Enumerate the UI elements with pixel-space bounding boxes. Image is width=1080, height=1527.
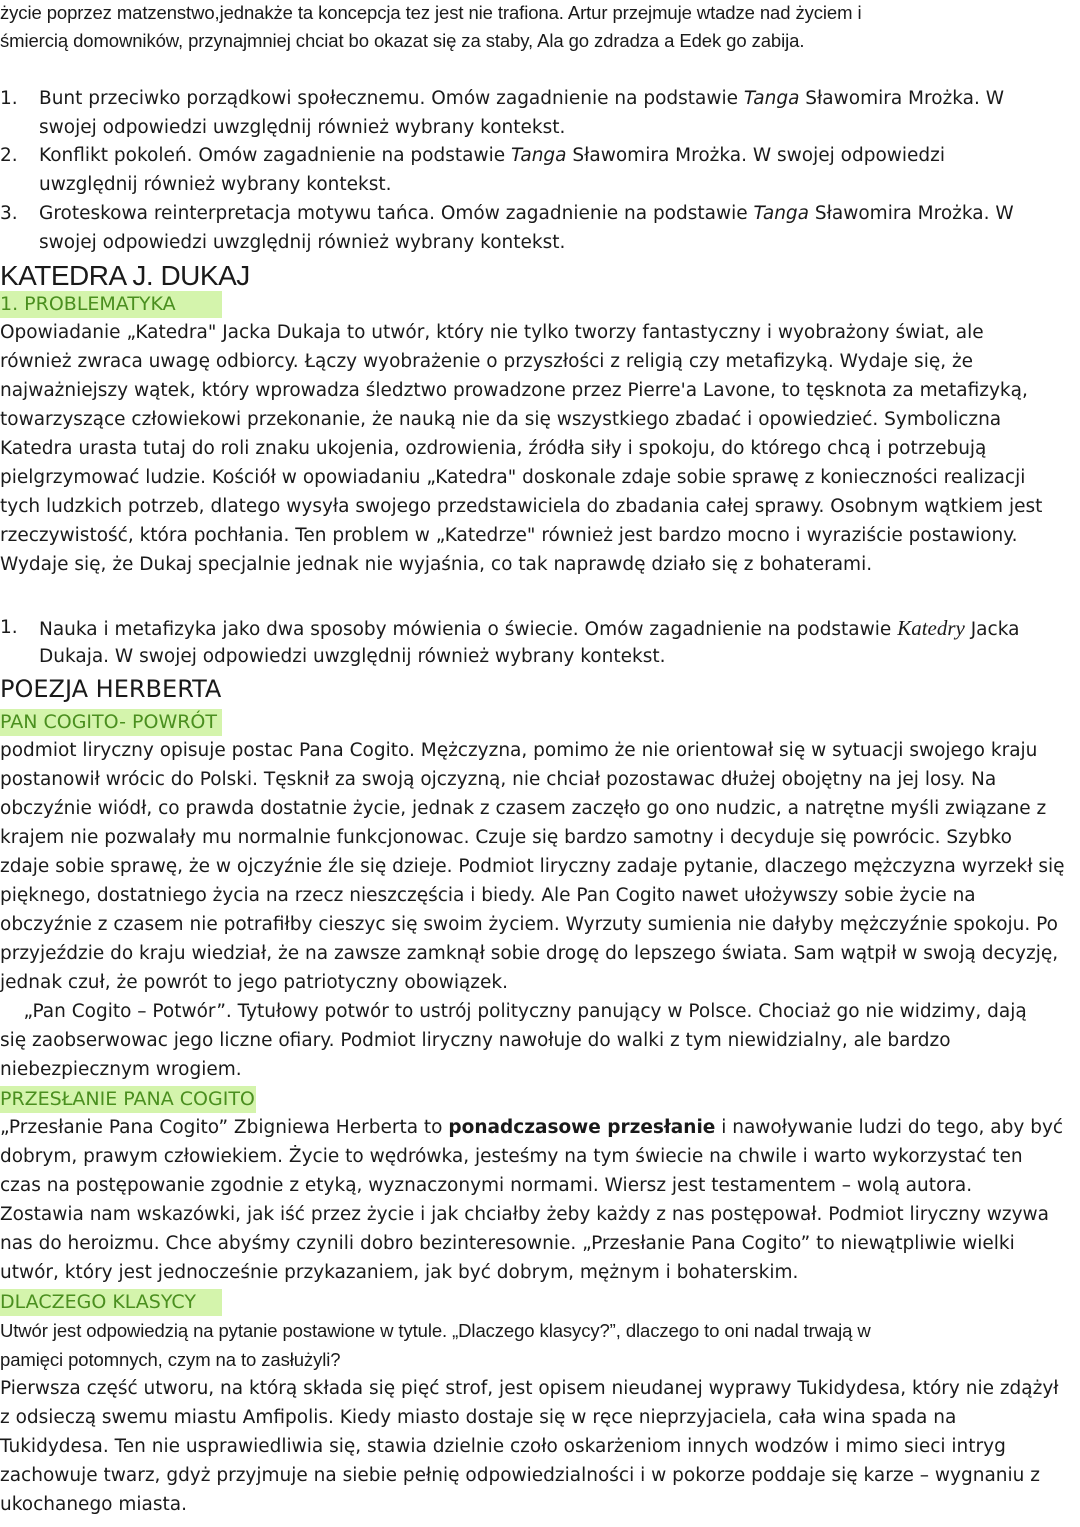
list-number: 1. (0, 88, 18, 109)
list-item-continuation: Dukaja. W swojej odpowiedzi uwzględnij również wybrany kontekst. (39, 646, 666, 667)
paragraph-line: zachowuje twarz, gdyż przyjmuje na siebie pełnię odpowiedzialności i w pokorze poddaje się karze – wygnaniu z (0, 1465, 1040, 1486)
list-number: 2. (0, 145, 18, 166)
paragraph-line: jednak czuł, że powrót to jego patriotyczny obowiązek. (0, 972, 508, 993)
highlighted-subheading: DLACZEGO KLASYCY (0, 1289, 222, 1316)
list-number: 3. (0, 203, 18, 224)
paragraph-line: Opowiadanie „Katedra" Jacka Dukaja to utwór, który nie tylko tworzy fantastyczny i wyobrażony świat, ale (0, 322, 984, 343)
paragraph-line: krajem nie pozwalały mu normalnie funkcjonowac. Czuje się bardzo samotny i decyduje się powrócic. Szybko (0, 827, 1012, 848)
paragraph-line: ukochanego miasta. (0, 1494, 187, 1515)
paragraph-line: Utwór jest odpowiedzią na pytanie postawione w tytule. „Dlaczego klasycy?”, dlaczego to oni nadal trwają w (0, 1320, 871, 1341)
paragraph-line: Wydaje się, że Dukaj specjalnie jednak nie wyjaśnia, co tak naprawdę działo się z bohaterami. (0, 554, 873, 575)
list-item: Groteskowa reinterpretacja motywu tańca. Omów zagadnienie na podstawie Tanga Sławomira Mrożka. W (39, 203, 1014, 224)
list-item-continuation: swojej odpowiedzi uwzględnij również wybrany kontekst. (39, 117, 566, 138)
paragraph-line: towarzyszące człowiekowi przekonanie, że nauką nie da się wszystkiego zbadać i opowiedzieć. Symboliczna (0, 409, 1002, 430)
paragraph-line: utwór, który jest jednocześnie przykazaniem, jak być dobrym, mężnym i bohaterskim. (0, 1262, 799, 1283)
paragraph-line: pielgrzymować ludzie. Kościół w opowiadaniu „Katedra" doskonale zdaje sobie sprawę z konieczności realizacji (0, 467, 1026, 488)
paragraph-line: Katedra urasta tutaj do roli znaku ukojenia, ozdrowienia, źródła siły i spokoju, do którego chcą i potrzebują (0, 438, 987, 459)
paragraph-line: najważniejszy wątek, który wprowadza śledztwo prowadzone przez Pierre'a Lavone, to tęsknota za metafizyką, (0, 380, 1028, 401)
highlighted-subheading: PRZESŁANIE PANA COGITO (0, 1086, 256, 1113)
paragraph-line: obczyźnie wiódł, co prawda dostatnie życie, jednak z czasem zaczęło go ono nudzic, a natrętne myśli związane z (0, 798, 1047, 819)
list-item: Nauka i metafizyka jako dwa sposoby mówienia o świecie. Omów zagadnienie na podstawie Katedry Jacka (39, 616, 1020, 640)
list-item-continuation: swojej odpowiedzi uwzględnij również wybrany kontekst. (39, 232, 566, 253)
paragraph-line: rzeczywistość, która pochłania. Ten problem w „Katedrze" również jest bardzo mocno i wyraziście postawiony. (0, 525, 1018, 546)
paragraph-line: „Przesłanie Pana Cogito” Zbigniewa Herberta to ponadczasowe przesłanie i nawoływanie ludzi do tego, aby być (0, 1117, 1064, 1138)
paragraph-line: postanowił wrócic do Polski. Tęsknił za swoją ojczyzną, nie chciał pozostawac dłużej obojętny na jej losy. Na (0, 769, 997, 790)
highlighted-subheading: 1. PROBLEMATYKA (0, 291, 222, 318)
paragraph-line: przyjeździe do kraju wiedział, że na zawsze zamknął sobie drogę do lepszego świata. Sam wątpił w swoją decyzję, (0, 943, 1059, 964)
paragraph-line: Zostawia nam wskazówki, jak iść przez życie i jak chciałby żeby każdy z nas postępował. Podmiot liryczny wzywa (0, 1204, 1049, 1225)
list-number: 1. (0, 617, 18, 638)
paragraph-line: nas do heroizmu. Chce abyśmy czynili dobro bezinteresownie. „Przesłanie Pana Cogito” to niewątpliwie wielki (0, 1233, 1015, 1254)
intro-line: śmiercią domowników, przynajmniej chciat bo okazat się za staby, Ala go zdradza a Edek go zabija. (0, 30, 805, 51)
list-item: Bunt przeciwko porządkowi społecznemu. Omów zagadnienie na podstawie Tanga Sławomira Mrożka. W (39, 88, 1005, 109)
list-item: Konflikt pokoleń. Omów zagadnienie na podstawie Tanga Sławomira Mrożka. W swojej odpowiedzi (39, 145, 946, 166)
paragraph-line: Pierwsza część utworu, na którą składa się pięć strof, jest opisem nieudanej wyprawy Tukidydesa, który nie zdążył (0, 1378, 1059, 1399)
paragraph-line: niebezpiecznym wrogiem. (0, 1059, 242, 1080)
paragraph-line: pięknego, dostatniego życia na rzecz nieszczęścia i biedy. Ale Pan Cogito nawet ułożywszy sobie życie na (0, 885, 976, 906)
paragraph-line: się zaobserwowac jego liczne ofiary. Podmiot liryczny nawołuje do walki z tym niewidzialny, ale bardzo (0, 1030, 951, 1051)
paragraph-line: z odsieczą swemu miastu Amfipolis. Kiedy miasto dostaje się w ręce nieprzyjaciela, cała wina spada na (0, 1407, 957, 1428)
section-heading-herbert: POEZJA HERBERTA (0, 675, 222, 703)
highlighted-subheading: PAN COGITO- POWRÓT (0, 709, 222, 736)
section-heading-katedra: KATEDRA J. DUKAJ (0, 260, 250, 291)
paragraph-line: Tukidydesa. Ten nie usprawiedliwia się, stawia dzielnie czoło oskarżeniom innych wodzów i mimo sieci intryg (0, 1436, 1006, 1457)
paragraph-line: zdaje sobie sprawę, że w ojczyźnie źle się dzieje. Podmiot liryczny zadaje pytanie, dlaczego mężczyzna wyrzekł się (0, 856, 1065, 877)
paragraph-line: pamięci potomnych, czym na to zasłużyli? (0, 1349, 341, 1370)
paragraph-line: tych ludzkich potrzeb, dlatego wysyła swojego przedstawiciela do zbadania całej sprawy. Osobnym wątkiem jest (0, 496, 1043, 517)
paragraph-line: dobrym, prawym człowiekiem. Życie to wędrówka, jesteśmy na tym świecie na chwile i warto wykorzystać ten (0, 1146, 1023, 1167)
intro-line: życie poprzez matzenstwo,jednakże ta koncepcja tez jest nie trafiona. Artur przejmuje wtadze nad życiem i (0, 2, 862, 23)
paragraph-line: podmiot liryczny opisuje postac Pana Cogito. Mężczyzna, pomimo że nie orientował się w sytuacji swojego kraju (0, 740, 1038, 761)
paragraph-line: również zwraca uwagę odbiorcy. Łączy wyobrażenie o przyszłości z religią czy metafizyką. Wydaje się, że (0, 351, 974, 372)
paragraph-line: obczyźnie z czasem nie potrafiłby cieszyc się swoim życiem. Wyrzuty sumienia nie dałyby mężczyźnie spokoju. Po (0, 914, 1058, 935)
list-item-continuation: uwzględnij również wybrany kontekst. (39, 174, 392, 195)
paragraph-line: czas na postępowanie zgodnie z etyką, wyznaczonymi normami. Wiersz jest testamentem – wolą autora. (0, 1175, 973, 1196)
paragraph-line: „Pan Cogito – Potwór”. Tytułowy potwór to ustrój polityczny panujący w Polsce. Chociaż go nie widzimy, dają (0, 1001, 1027, 1022)
